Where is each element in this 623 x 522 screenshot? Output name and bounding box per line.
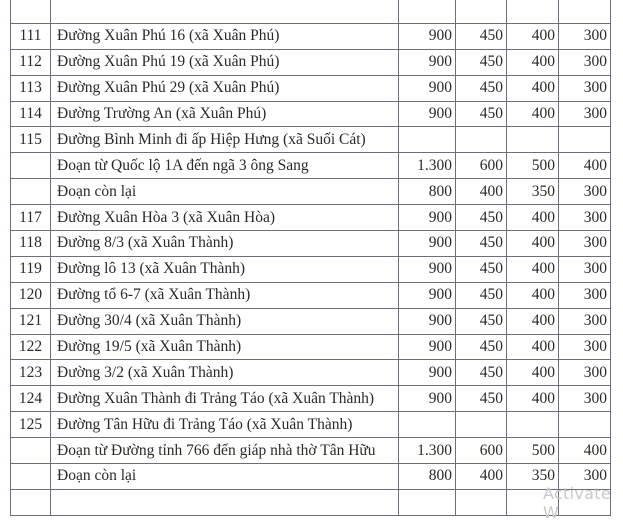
road-name: Đường 30/4 (xã Xuân Thành) — [51, 308, 399, 334]
road-name: Đoạn còn lại — [51, 464, 399, 490]
price-position-3: 400 — [507, 231, 559, 257]
price-position-2: 600 — [456, 438, 507, 464]
row-number: 113 — [11, 75, 51, 101]
road-name: Đường Xuân Phú 29 (xã Xuân Phú) — [51, 75, 399, 101]
price-position-1: 900 — [399, 334, 456, 360]
table-row — [11, 308, 611, 334]
price-position-1: 900 — [399, 308, 456, 334]
row-number — [11, 438, 51, 464]
price-position-2: 400 — [456, 179, 507, 205]
table-row — [11, 231, 611, 257]
table-row — [11, 0, 611, 23]
price-position-3 — [507, 127, 559, 153]
row-number: 115 — [11, 127, 51, 153]
table-row — [11, 464, 611, 490]
row-number — [11, 464, 51, 490]
price-position-4: 300 — [559, 386, 611, 412]
price-position-3: 350 — [507, 179, 559, 205]
price-position-3 — [507, 0, 559, 23]
row-number: 120 — [11, 282, 51, 308]
land-price-table — [10, 0, 611, 516]
price-position-4 — [559, 0, 611, 23]
table-row — [11, 386, 611, 412]
row-number: 125 — [11, 412, 51, 438]
table-row — [11, 334, 611, 360]
road-name: Đường 19/5 (xã Xuân Thành) — [51, 334, 399, 360]
row-number — [11, 0, 51, 23]
price-position-3: 400 — [507, 334, 559, 360]
price-position-3: 400 — [507, 23, 559, 49]
row-number: 117 — [11, 205, 51, 231]
price-position-4: 300 — [559, 179, 611, 205]
table-row — [11, 179, 611, 205]
price-position-2: 450 — [456, 256, 507, 282]
price-position-2: 400 — [456, 464, 507, 490]
activate-windows-watermark: Activate W — [543, 484, 611, 522]
price-position-1 — [399, 127, 456, 153]
row-number: 119 — [11, 256, 51, 282]
price-position-4: 300 — [559, 49, 611, 75]
road-name: Đoạn còn lại — [51, 179, 399, 205]
price-position-4: 300 — [559, 231, 611, 257]
document-page — [10, 0, 611, 516]
road-name: Đường lô 13 (xã Xuân Thành) — [51, 256, 399, 282]
price-position-2: 450 — [456, 308, 507, 334]
price-position-1 — [399, 412, 456, 438]
price-position-4: 400 — [559, 438, 611, 464]
road-name — [51, 489, 399, 515]
price-position-3: 400 — [507, 308, 559, 334]
price-position-4: 300 — [559, 334, 611, 360]
price-position-4: 300 — [559, 23, 611, 49]
price-position-2: 450 — [456, 360, 507, 386]
row-number: 111 — [11, 23, 51, 49]
price-position-1: 900 — [399, 360, 456, 386]
row-number: 122 — [11, 334, 51, 360]
price-position-2 — [456, 0, 507, 23]
road-name: Đường 3/2 (xã Xuân Thành) — [51, 360, 399, 386]
price-position-3: 400 — [507, 49, 559, 75]
price-position-3: 350 — [507, 464, 559, 490]
row-number — [11, 179, 51, 205]
row-number: 123 — [11, 360, 51, 386]
row-number: 114 — [11, 101, 51, 127]
price-position-4 — [559, 127, 611, 153]
price-position-2 — [456, 412, 507, 438]
price-position-1: 800 — [399, 464, 456, 490]
price-position-3: 400 — [507, 256, 559, 282]
price-position-1: 900 — [399, 49, 456, 75]
price-position-2 — [456, 489, 507, 515]
price-position-4: 300 — [559, 205, 611, 231]
road-name: Đường Xuân Phú 19 (xã Xuân Phú) — [51, 49, 399, 75]
price-position-2: 450 — [456, 386, 507, 412]
price-position-4: 300 — [559, 308, 611, 334]
road-name: Đường Bình Minh đi ấp Hiệp Hưng (xã Suối Cát) — [51, 127, 399, 153]
price-position-1: 1.300 — [399, 438, 456, 464]
table-row — [11, 438, 611, 464]
price-position-1: 900 — [399, 205, 456, 231]
road-name: Đoạn từ Đường tỉnh 766 đến giáp nhà thờ Tân Hữu — [51, 438, 399, 464]
price-position-4: 300 — [559, 282, 611, 308]
price-position-4 — [559, 412, 611, 438]
price-position-3 — [507, 412, 559, 438]
row-number: 112 — [11, 49, 51, 75]
road-name — [51, 0, 399, 23]
price-position-4: 400 — [559, 153, 611, 179]
price-position-1: 900 — [399, 256, 456, 282]
price-position-4: 300 — [559, 256, 611, 282]
price-position-2: 600 — [456, 153, 507, 179]
table-row — [11, 256, 611, 282]
price-position-2: 450 — [456, 231, 507, 257]
price-position-2: 450 — [456, 49, 507, 75]
table-row — [11, 23, 611, 49]
price-position-1: 900 — [399, 75, 456, 101]
table-row — [11, 205, 611, 231]
price-position-1: 900 — [399, 231, 456, 257]
price-position-1 — [399, 0, 456, 23]
road-name: Đường tổ 6-7 (xã Xuân Thành) — [51, 282, 399, 308]
row-number: 118 — [11, 231, 51, 257]
table-row — [11, 75, 611, 101]
price-position-3: 400 — [507, 205, 559, 231]
price-position-1: 900 — [399, 282, 456, 308]
price-position-1: 900 — [399, 101, 456, 127]
price-position-3: 500 — [507, 438, 559, 464]
table-row — [11, 282, 611, 308]
table-row — [11, 412, 611, 438]
table-row — [11, 127, 611, 153]
road-name: Đường Xuân Phú 16 (xã Xuân Phú) — [51, 23, 399, 49]
price-position-4: 300 — [559, 75, 611, 101]
table-row — [11, 360, 611, 386]
road-name: Đường Xuân Thành đi Trảng Táo (xã Xuân Thành) — [51, 386, 399, 412]
price-position-1: 800 — [399, 179, 456, 205]
table-row — [11, 101, 611, 127]
row-number — [11, 489, 51, 515]
price-position-1 — [399, 489, 456, 515]
road-name: Đoạn từ Quốc lộ 1A đến ngã 3 ông Sang — [51, 153, 399, 179]
road-name: Đường 8/3 (xã Xuân Thành) — [51, 231, 399, 257]
price-position-2: 450 — [456, 23, 507, 49]
price-position-3: 400 — [507, 282, 559, 308]
price-position-3: 400 — [507, 101, 559, 127]
price-position-2: 450 — [456, 75, 507, 101]
table-body — [11, 0, 611, 515]
table-row — [11, 49, 611, 75]
price-position-3: 400 — [507, 75, 559, 101]
road-name: Đường Xuân Hòa 3 (xã Xuân Hòa) — [51, 205, 399, 231]
row-number — [11, 153, 51, 179]
price-position-4: 300 — [559, 464, 611, 490]
price-position-1: 900 — [399, 23, 456, 49]
price-position-4: 300 — [559, 360, 611, 386]
table-row — [11, 153, 611, 179]
price-position-2 — [456, 127, 507, 153]
price-position-4: 300 — [559, 101, 611, 127]
price-position-2: 450 — [456, 101, 507, 127]
price-position-3: 400 — [507, 360, 559, 386]
road-name: Đường Tân Hữu đi Trảng Táo (xã Xuân Thành) — [51, 412, 399, 438]
price-position-3: 400 — [507, 386, 559, 412]
row-number: 121 — [11, 308, 51, 334]
row-number: 124 — [11, 386, 51, 412]
road-name: Đường Trường An (xã Xuân Phú) — [51, 101, 399, 127]
price-position-2: 450 — [456, 205, 507, 231]
table-row — [11, 489, 611, 515]
price-position-3: 500 — [507, 153, 559, 179]
price-position-2: 450 — [456, 334, 507, 360]
price-position-2: 450 — [456, 282, 507, 308]
price-position-1: 1.300 — [399, 153, 456, 179]
price-position-1: 900 — [399, 386, 456, 412]
